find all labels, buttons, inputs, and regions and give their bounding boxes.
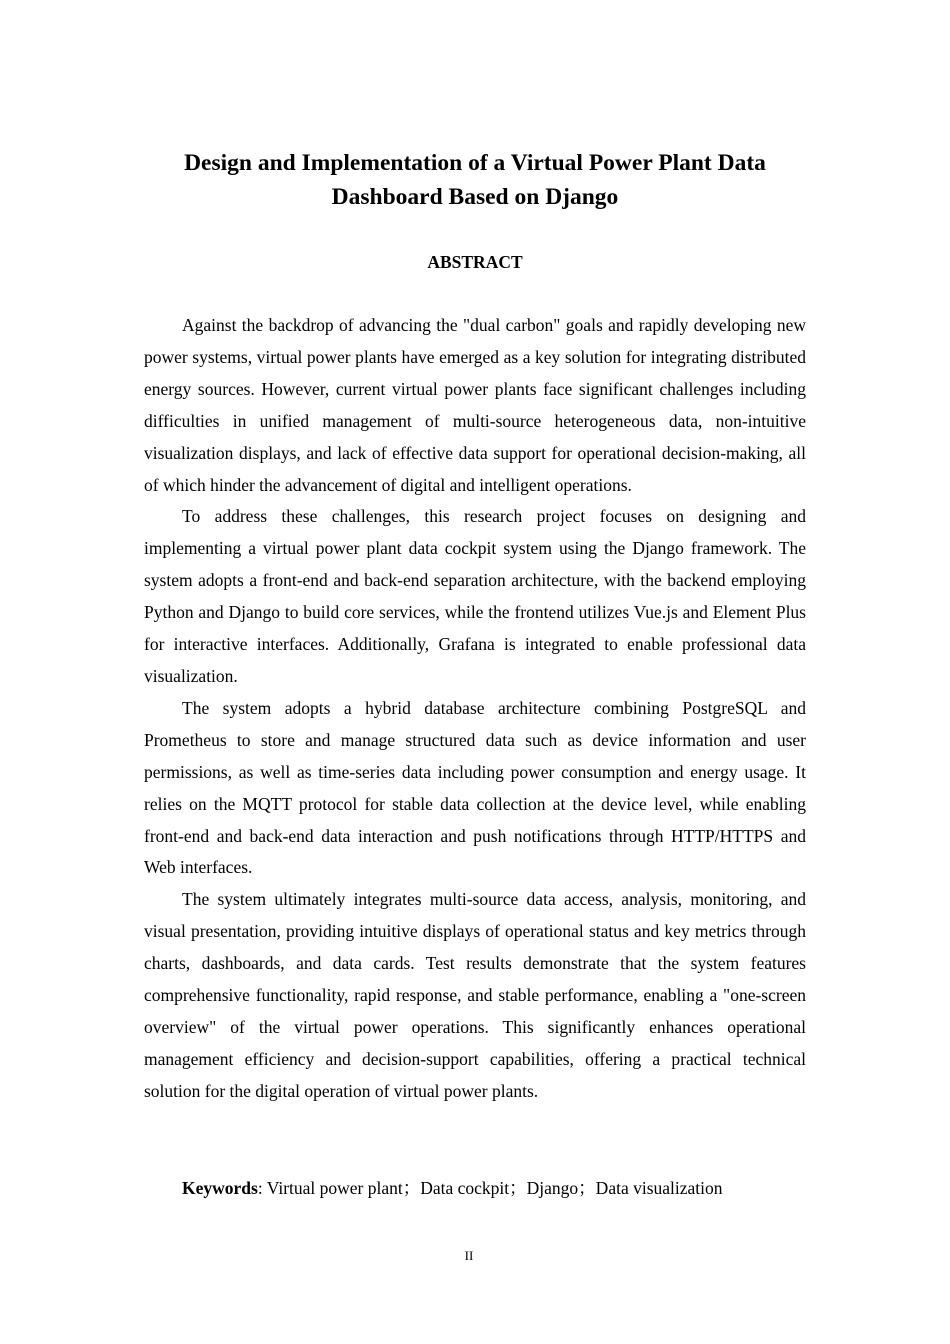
document-title	[120, 146, 830, 214]
abstract-paragraph-4: The system ultimately integrates multi-source data access, analysis, monitoring, and visual presentation, providing intuitive displays of operational status and key metrics through charts, dashboards, and data cards. Test results demonstrate that the system features comprehensive functionality, rapid response, and stable performance, enabling a "one-screen overview" of the virtual power operations. This significantly enhances operational management efficiency and decision-support capabilities, offering a practical technical solution for the digital operation of virtual power plants.	[144, 889, 806, 1101]
keywords-label: Keywords	[182, 1178, 258, 1198]
abstract-paragraph-1: Against the backdrop of advancing the "dual carbon" goals and rapidly developing new power systems, virtual power plants have emerged as a key solution for integrating distributed energy sources. However, current virtual power plants face significant challenges including difficulties in unified management of multi-source heterogeneous data, non-intuitive visualization displays, and lack of effective data support for operational decision-making, all of which hinder the advancement of digital and intelligent operations.	[144, 315, 806, 495]
abstract-paragraph-3: The system adopts a hybrid database architecture combining PostgreSQL and Prometheus to store and manage structured data such as device information and user permissions, as well as time-series data including power consumption and energy usage. It relies on the MQTT protocol for stable data collection at the device level, while enabling front-end and back-end data interaction and push notifications through HTTP/HTTPS and Web interfaces.	[144, 697, 806, 878]
keywords-list: : Virtual power plant；Data cockpit；Django；Data visualization	[257, 1178, 723, 1198]
document-title-line-1: Design and Implementation of a Virtual Power Plant Data	[184, 150, 766, 176]
abstract-paragraph-2: To address these challenges, this research project focuses on designing and implementing a virtual power plant data cockpit system using the Django framework. The system adopts a front-end and back-end separation architecture, with the backend employing Python and Django to build core services, while the frontend utilizes Vue.js and Element Plus for interactive interfaces. Additionally, Grafana is integrated to enable professional data visualization.	[144, 506, 806, 686]
abstract-body	[144, 310, 806, 1108]
abstract-heading: ABSTRACT	[427, 252, 523, 272]
keywords-line	[182, 1174, 822, 1202]
page-number: II	[464, 1248, 474, 1263]
document-title-line-2: Dashboard Based on Django	[331, 184, 619, 210]
